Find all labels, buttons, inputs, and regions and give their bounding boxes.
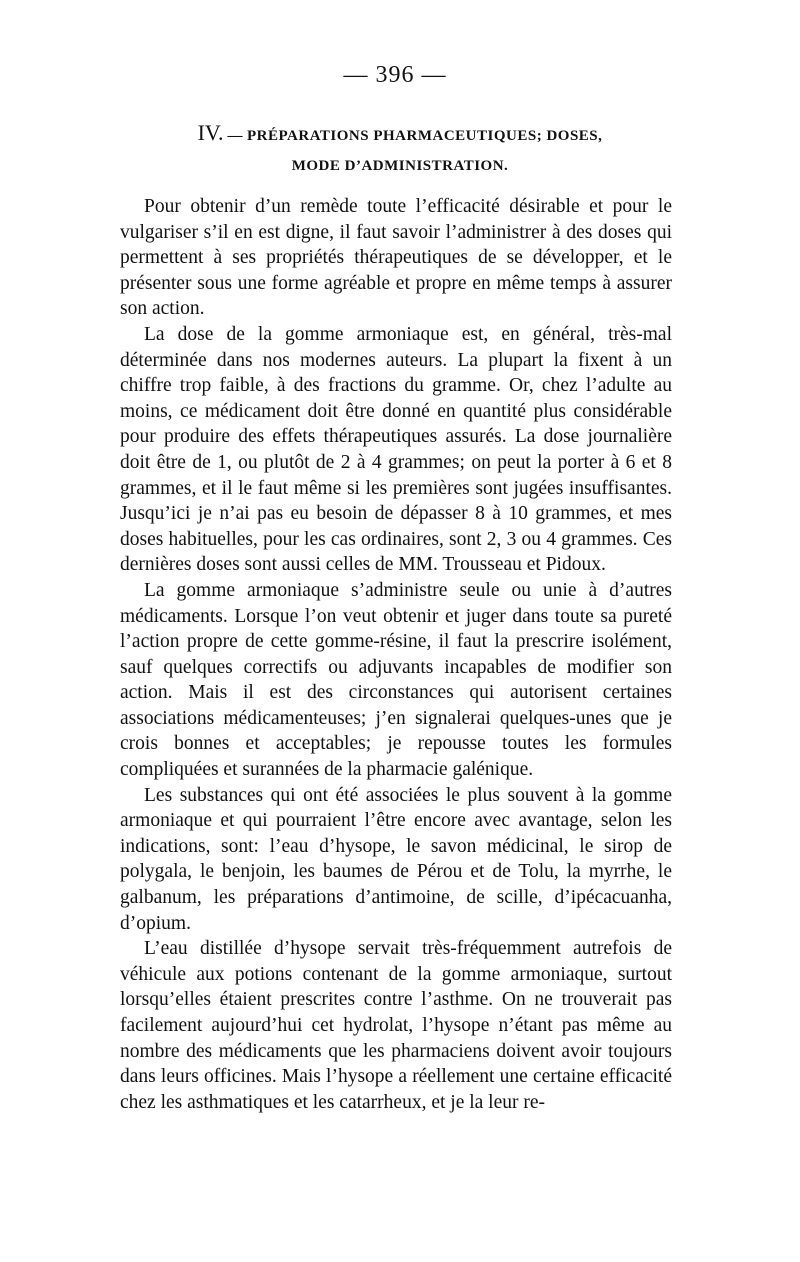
page-number: — 396 — (343, 62, 447, 88)
section-numeral: IV. (197, 120, 224, 145)
section-title-line-2: MODE D’ADMINISTRATION. (291, 158, 509, 174)
heading-dash: — (227, 128, 243, 144)
paragraph-3: La gomme armoniaque s’administre seule ou unie à d’autres médicaments. Lorsque l’on veut obtenir et juger dans toute sa pureté l’action propre de cette gomme-résine, il faut la prescrire isolément, sauf quelques correctifs ou adjuvants incapables de modifier son action. Mais il est des circonstances qui autorisent certaines associations médicamenteuses; j’en signalerai quelques-unes que je crois bonnes et acceptables; je repousse toutes les formules compliquées et surannées de la pharmacie galénique. (120, 579, 672, 781)
paragraph-2: La dose de la gomme armoniaque est, en général, très-mal déterminée dans nos modernes auteurs. La plupart la fixent à un chiffre trop faible, à des fractions du gramme. Or, chez l’adulte au moins, ce médicament doit être donné en quantité plus considérable pour produire des effets thérapeutiques assurés. La dose journalière doit être de 1, ou plutôt de 2 à 4 grammes; on peut la porter à 6 et 8 grammes, et il le faut même si les premières sont jugées insuffisantes. Jusqu’ici je n’ai pas eu besoin de dépasser 8 à 10 grammes, et mes doses habituelles, pour les cas ordinaires, sont 2, 3 ou 4 grammes. Ces dernières doses sont aussi celles de MM. Trousseau et Pidoux. (120, 323, 672, 576)
body-text (120, 194, 672, 1115)
paragraph-1: Pour obtenir d’un remède toute l’efficacité désirable et pour le vulgariser s’il en est digne, il faut savoir l’administrer à des doses qui permettent à ses propriétés thérapeutiques de se développer, et le présenter sous une forme agréable et propre en même temps à assurer son action. (120, 196, 672, 320)
paragraph-4: Les substances qui ont été associées le plus souvent à la gomme armoniaque et qui pourraient l’être encore avec avantage, selon les indications, sont: l’eau d’hysope, le savon médicinal, le sirop de polygala, le benjoin, les baumes de Pérou et de Tolu, la myrrhe, le galbanum, les préparations d’antimoine, de scille, d’ipécacuanha, d’opium. (120, 784, 672, 934)
paragraph-5: L’eau distillée d’hysope servait très-fréquemment autrefois de véhicule aux potions contenant de la gomme armoniaque, surtout lorsqu’elles étaient prescrites contre l’asthme. On ne trouverait pas facilement aujourd’hui cet hydrolat, l’hysope n’étant pas même au nombre des médicaments que les pharmaciens doivent avoir toujours dans leurs officines. Mais l’hysope a réellement une certaine efficacité chez les asthmatiques et les catarrheux, et je la leur re- (120, 938, 672, 1113)
section-heading (120, 118, 680, 181)
section-title-line-1: PRÉPARATIONS PHARMACEUTIQUES; DOSES, (246, 128, 603, 144)
section-heading-line-1 (120, 118, 680, 151)
